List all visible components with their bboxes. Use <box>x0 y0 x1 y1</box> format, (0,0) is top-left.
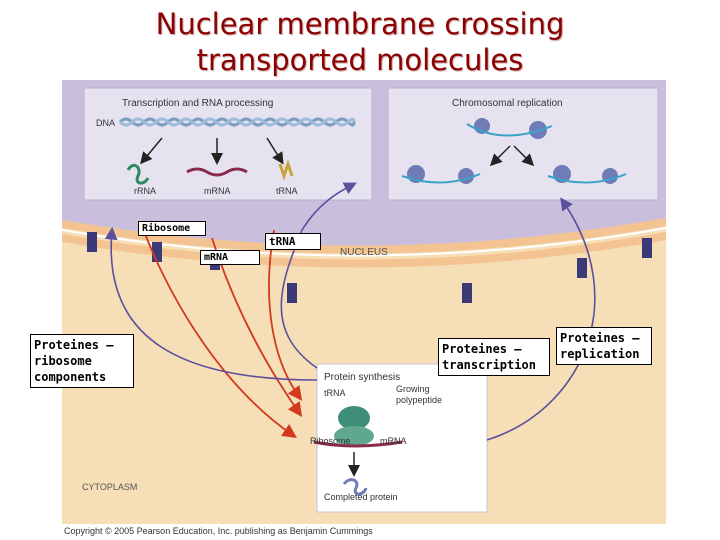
transcription-proteins-callout: Proteines – transcription <box>438 338 550 376</box>
synthesis-trna-label: tRNA <box>324 388 346 398</box>
title-line-2: transported molecules <box>196 43 524 77</box>
trna-callout: tRNA <box>265 233 321 250</box>
slide-title <box>0 6 720 78</box>
transcription-panel-title: Transcription and RNA processing <box>122 98 274 109</box>
nuclear-transport-figure <box>62 80 666 524</box>
copyright-notice: Copyright © 2005 Pearson Education, Inc. publishing as Benjamin Cummings <box>64 526 373 536</box>
nuclear-pore <box>577 258 587 278</box>
nuclear-pore <box>87 232 97 252</box>
protein-synthesis-title: Protein synthesis <box>324 372 401 383</box>
mrna-label: mRNA <box>204 186 231 196</box>
trna-label: tRNA <box>276 186 298 196</box>
completed-protein-label: Completed protein <box>324 492 398 502</box>
replication-panel-title: Chromosomal replication <box>452 98 563 109</box>
cytoplasm-label: CYTOPLASM <box>82 482 138 492</box>
nuclear-pore <box>642 238 652 258</box>
nuclear-pore <box>462 283 472 303</box>
growing-label-1: Growing <box>396 384 430 394</box>
ribosome-callout: Ribosome <box>138 221 206 236</box>
nuclear-pore <box>152 242 162 262</box>
synthesis-ribosome-label: Ribosome <box>310 436 351 446</box>
synthesis-mrna-label: mRNA <box>380 436 407 446</box>
ribosome-proteins-callout: Proteines – ribosome components <box>30 334 134 388</box>
rrna-label: rRNA <box>134 186 156 196</box>
replication-proteins-callout: Proteines – replication <box>556 327 652 365</box>
figure-svg <box>62 80 666 524</box>
title-line-1: Nuclear membrane crossing <box>155 7 565 41</box>
dna-label: DNA <box>96 118 116 128</box>
nucleus-label: NUCLEUS <box>340 247 388 258</box>
mrna-callout: mRNA <box>200 250 260 265</box>
nuclear-pore <box>287 283 297 303</box>
growing-label-2: polypeptide <box>396 395 443 405</box>
